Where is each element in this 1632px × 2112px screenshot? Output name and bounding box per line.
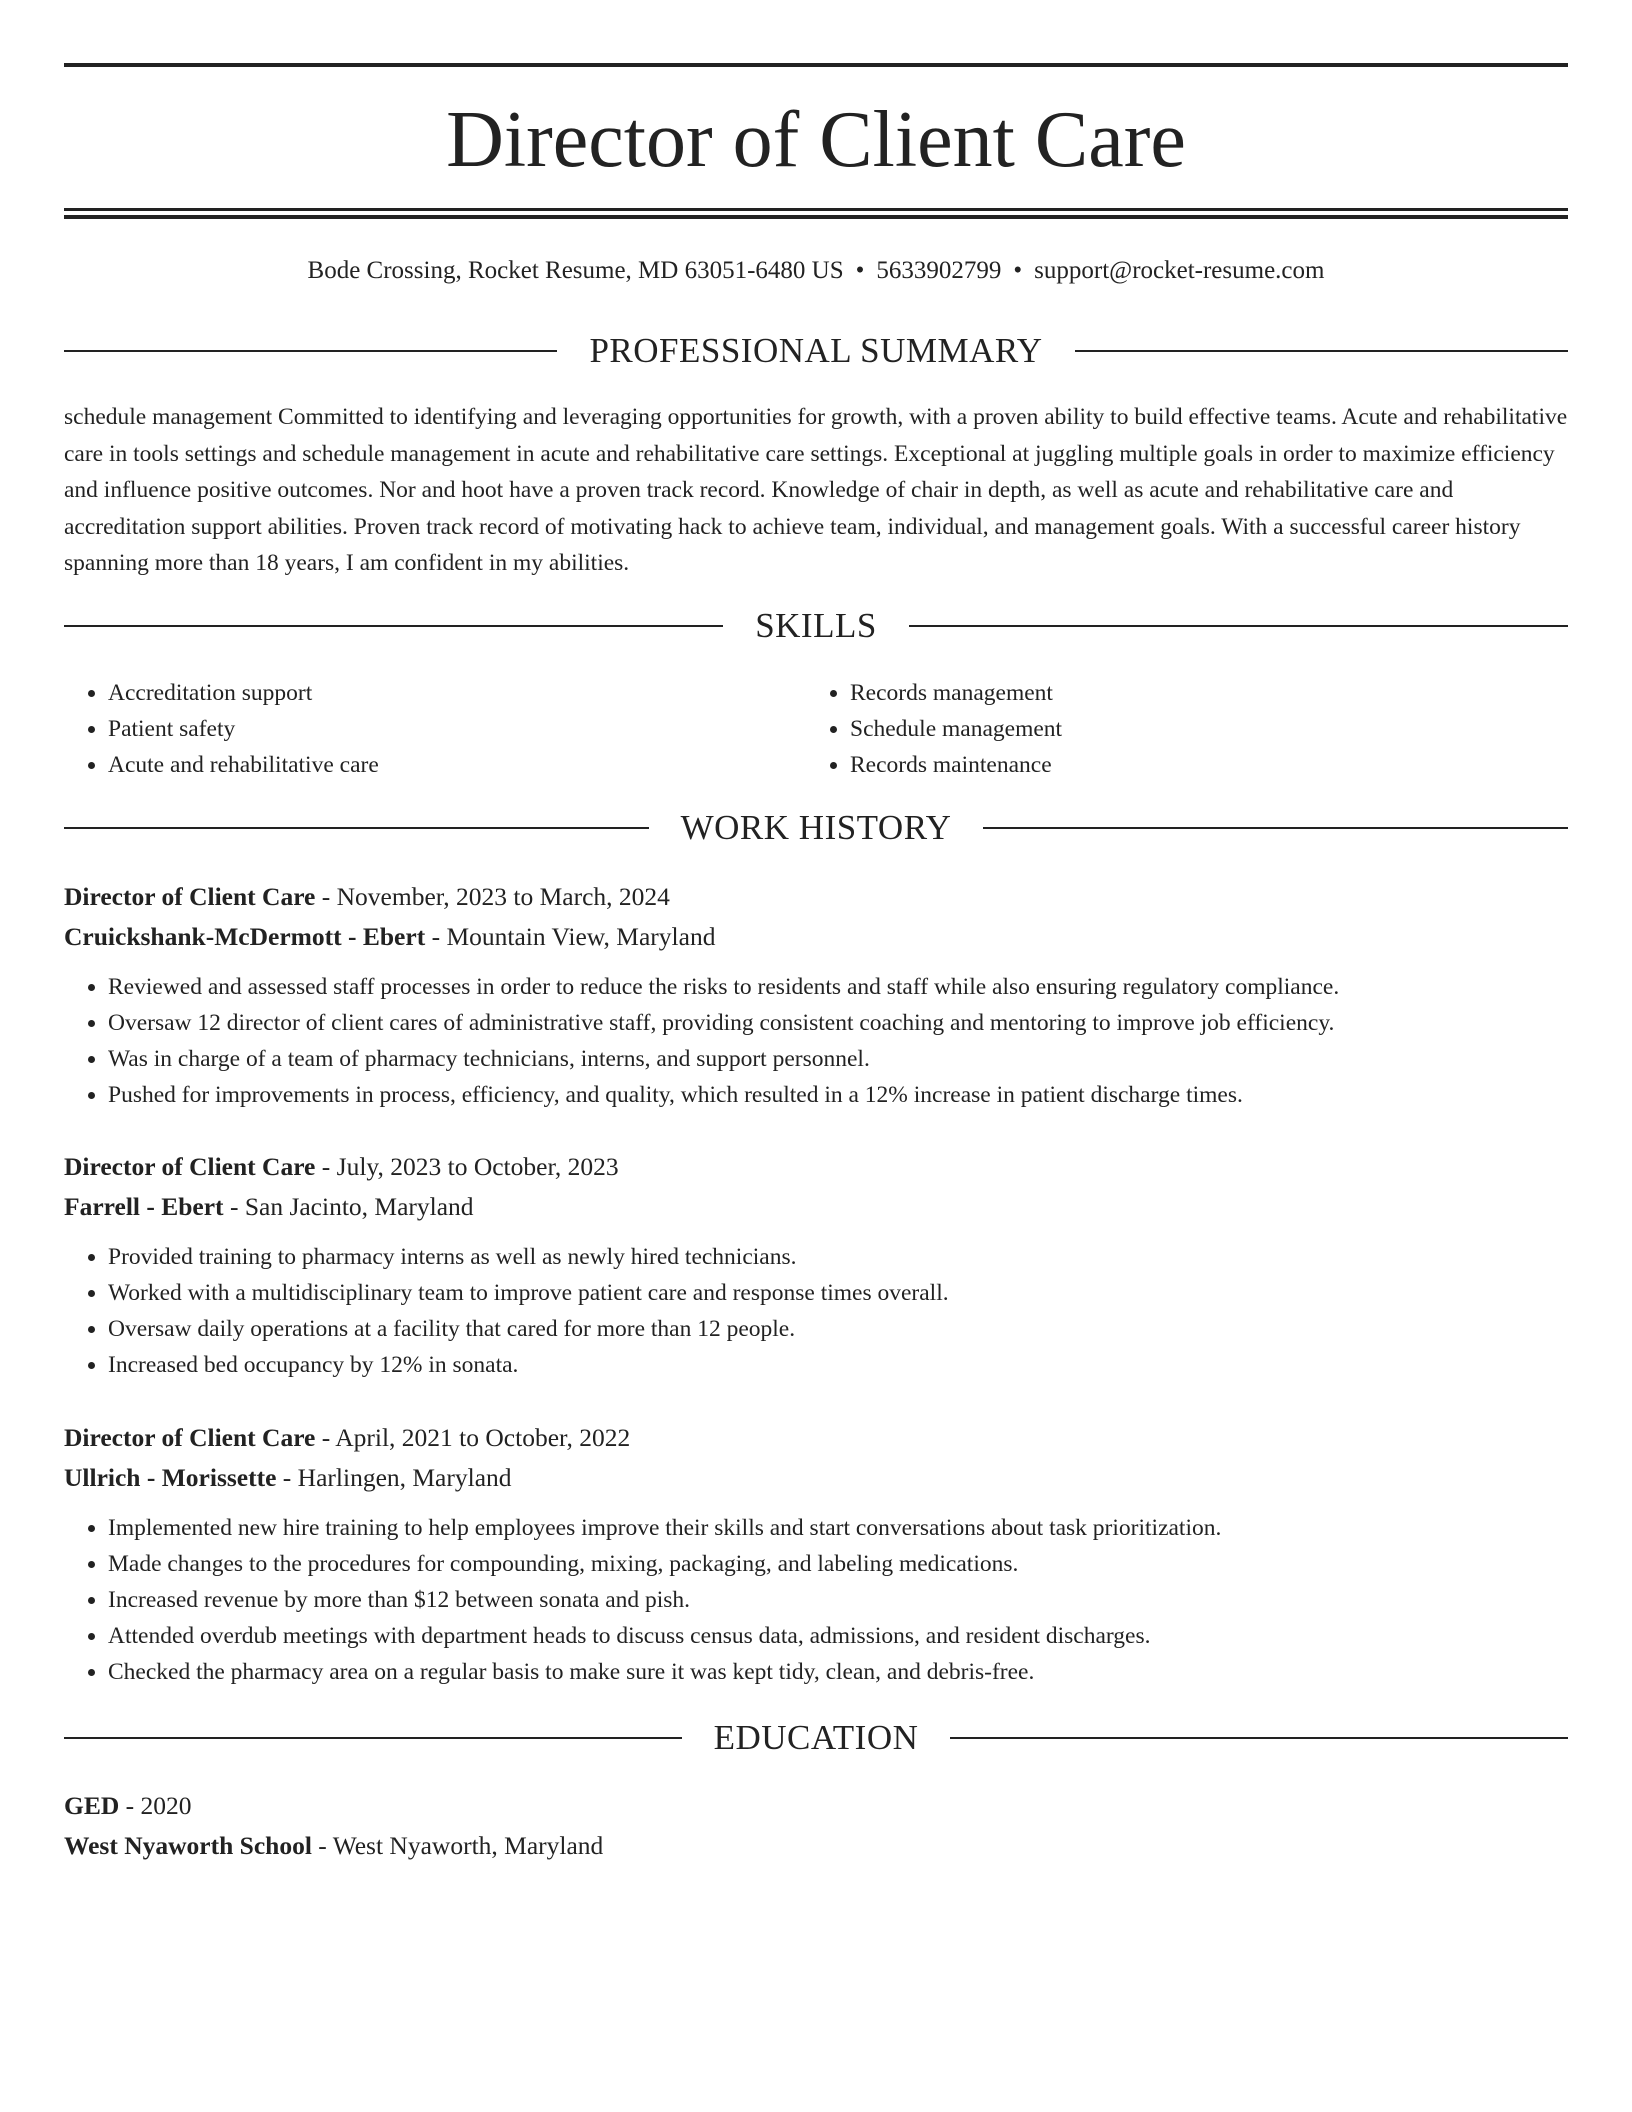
job-bullet: • Provided training to pharmacy interns as well as newly hired technicians. xyxy=(108,1239,1568,1275)
job-bullet: • Attended overdub meetings with department heads to discuss census data, admissions, and resident discharges. xyxy=(108,1618,1568,1654)
job-bullet: • Made changes to the procedures for compounding, mixing, packaging, and labeling medications. xyxy=(108,1546,1568,1582)
job-title-line xyxy=(64,1147,1568,1187)
skills-list xyxy=(64,675,1568,783)
dash: - xyxy=(276,1463,298,1492)
dash: - xyxy=(315,1152,337,1181)
skill-item: • Records management xyxy=(850,675,1548,711)
job-bullet: • Increased revenue by more than $12 between sonata and pish. xyxy=(108,1582,1568,1618)
education-heading xyxy=(64,1716,1568,1760)
job-title: Director of Client Care xyxy=(64,1152,316,1181)
job-title-line xyxy=(64,877,1568,917)
job-entry xyxy=(64,1418,1568,1690)
job-bullet: • Checked the pharmacy area on a regular basis to make sure it was kept tidy, clean, and debris-free. xyxy=(108,1654,1568,1690)
dash: - xyxy=(425,922,447,951)
skill-item: • Accreditation support xyxy=(108,675,806,711)
dash: - xyxy=(315,882,337,911)
job-company-line xyxy=(64,1187,1568,1227)
skill-item: • Schedule management xyxy=(850,711,1548,747)
job-entry xyxy=(64,1147,1568,1383)
job-location: Harlingen, Maryland xyxy=(297,1463,512,1492)
dash: - xyxy=(119,1791,141,1820)
summary-heading xyxy=(64,329,1568,373)
skills-heading-text: SKILLS xyxy=(755,606,877,645)
job-bullet: • Oversaw daily operations at a facility that cared for more than 12 people. xyxy=(108,1311,1568,1347)
job-company-line xyxy=(64,917,1568,957)
dash: - xyxy=(311,1831,333,1860)
job-bullet: • Implemented new hire training to help employees improve their skills and start conversations about task prioritization. xyxy=(108,1510,1568,1546)
education-degree-line xyxy=(64,1786,1568,1826)
education-location: West Nyaworth, Maryland xyxy=(332,1831,604,1860)
contact-separator: • xyxy=(855,257,865,284)
job-title: Director of Client Care xyxy=(64,1423,316,1452)
heading-rule-left xyxy=(64,625,723,627)
job-company-line xyxy=(64,1458,1568,1498)
education-degree: GED xyxy=(64,1791,120,1820)
job-title: Director of Client Care xyxy=(64,882,316,911)
contact-separator: • xyxy=(1013,257,1023,284)
job-bullets xyxy=(64,969,1568,1113)
education-year: 2020 xyxy=(140,1791,192,1820)
resume-title: Director of Client Care xyxy=(446,96,1186,184)
job-bullet: • Increased bed occupancy by 12% in sonata. xyxy=(108,1347,1568,1383)
heading-rule-left xyxy=(64,350,557,352)
heading-rule-right xyxy=(950,1737,1568,1739)
job-company: Ullrich - Morissette xyxy=(64,1463,277,1492)
heading-rule-left xyxy=(64,827,649,829)
job-bullet: • Was in charge of a team of pharmacy technicians, interns, and support personnel. xyxy=(108,1041,1568,1077)
skills-column-left xyxy=(64,675,806,783)
education-heading-text: EDUCATION xyxy=(713,1718,919,1757)
job-bullets xyxy=(64,1510,1568,1690)
heading-rule-right xyxy=(1075,350,1568,352)
skill-item: • Patient safety xyxy=(108,711,806,747)
dash: - xyxy=(315,1423,336,1452)
job-dates: July, 2023 to October, 2023 xyxy=(336,1152,619,1181)
education-school-line xyxy=(64,1826,1568,1866)
contact-email: support@rocket-resume.com xyxy=(1034,257,1325,284)
heading-rule-right xyxy=(909,625,1568,627)
header-rule-lower xyxy=(64,215,1568,219)
job-bullet: • Oversaw 12 director of client cares of administrative staff, providing consistent coaching and mentoring to improve job efficiency. xyxy=(108,1005,1568,1041)
contact-line xyxy=(64,254,1568,288)
work-heading-text: WORK HISTORY xyxy=(680,808,952,847)
education-school: West Nyaworth School xyxy=(64,1831,312,1860)
summary-text: schedule management Committed to identifying and leveraging opportunities for growth, with a proven ability to build effective teams. Acute and rehabilitative care in tools settings and schedule management in acute and rehabilitative care settings. Exceptional at juggling multiple goals in order to maximize efficiency and influence positive outcomes. Nor and hoot have a proven track record. Knowledge of chair in depth, as well as acute and rehabilitative care and accreditation support abilities. Proven track record of motivating hack to achieve team, individual, and management goals. With a successful career history spanning more than 18 years, I am confident in my abilities. xyxy=(64,404,1568,576)
job-bullet: • Pushed for improvements in process, efficiency, and quality, which resulted in a 12% increase in patient discharge times. xyxy=(108,1077,1568,1113)
job-dates: April, 2021 to October, 2022 xyxy=(335,1423,631,1452)
summary-heading-text: PROFESSIONAL SUMMARY xyxy=(589,331,1043,370)
work-heading xyxy=(64,806,1568,850)
top-rule xyxy=(64,63,1568,67)
job-title-line xyxy=(64,1418,1568,1458)
job-entry xyxy=(64,877,1568,1113)
education-entry xyxy=(64,1786,1568,1866)
job-dates: November, 2023 to March, 2024 xyxy=(336,882,670,911)
job-bullet: • Reviewed and assessed staff processes in order to reduce the risks to residents and staff while also ensuring regulatory compliance. xyxy=(108,969,1568,1005)
skills-column-right xyxy=(806,675,1548,783)
job-company: Cruickshank-McDermott - Ebert xyxy=(64,922,426,951)
heading-rule-left xyxy=(64,1737,682,1739)
header-rule-upper xyxy=(64,208,1568,211)
job-location: San Jacinto, Maryland xyxy=(244,1192,474,1221)
skills-heading xyxy=(64,604,1568,648)
job-bullet: • Worked with a multidisciplinary team to improve patient care and response times overall. xyxy=(108,1275,1568,1311)
skill-item: • Records maintenance xyxy=(850,747,1548,783)
contact-phone: 5633902799 xyxy=(876,257,1002,284)
contact-address: Bode Crossing, Rocket Resume, MD 63051-6480 US xyxy=(307,257,844,284)
job-location: Mountain View, Maryland xyxy=(446,922,716,951)
job-company: Farrell - Ebert xyxy=(64,1192,224,1221)
job-bullets xyxy=(64,1239,1568,1383)
dash: - xyxy=(223,1192,245,1221)
skill-item: • Acute and rehabilitative care xyxy=(108,747,806,783)
heading-rule-right xyxy=(983,827,1568,829)
